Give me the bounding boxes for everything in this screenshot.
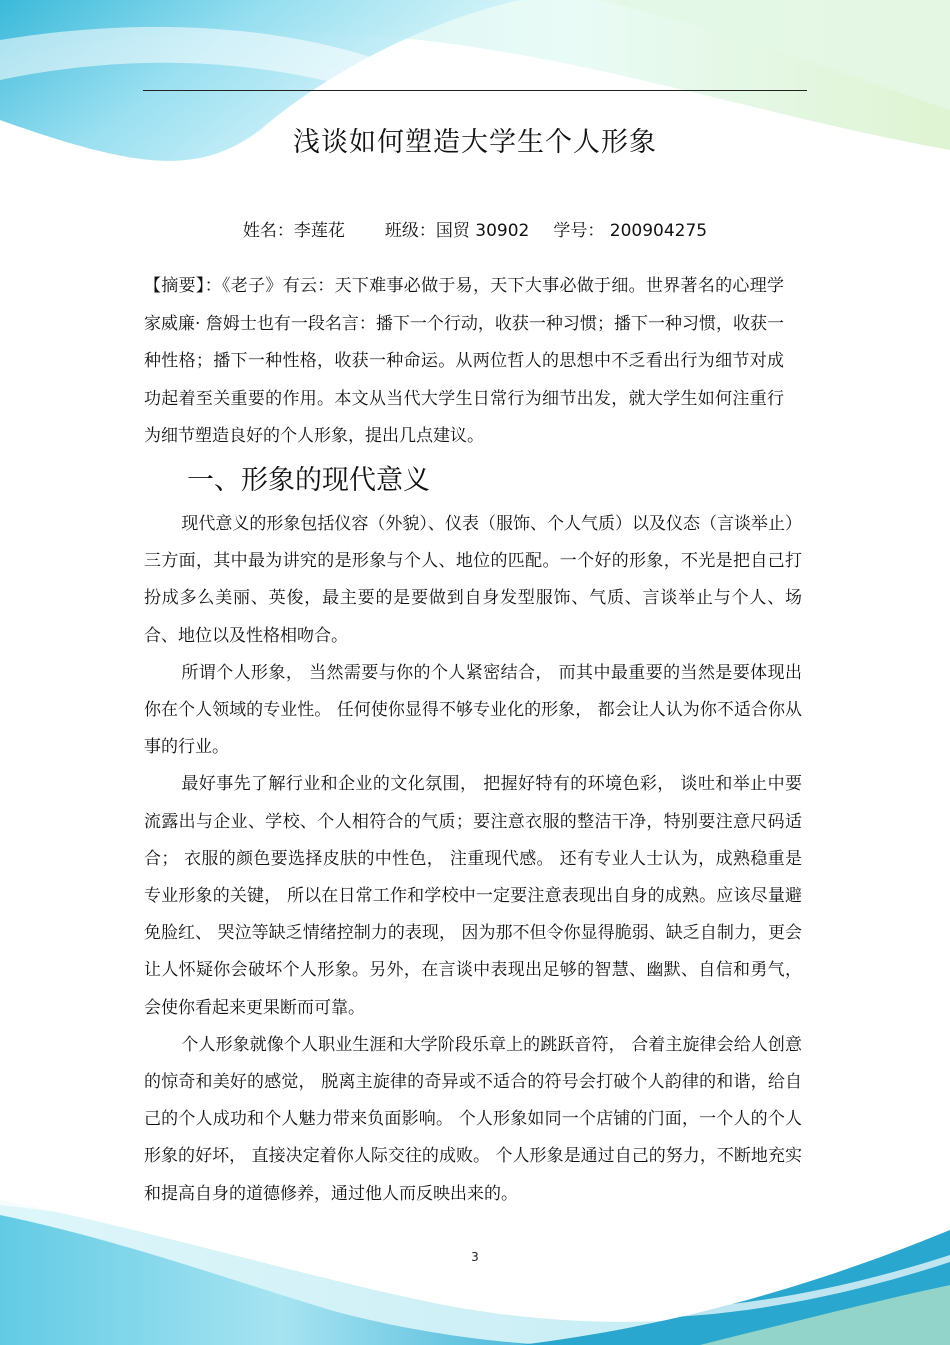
student-id: 学号： 200904275 <box>553 221 708 241</box>
paragraph: 最好事先了解行业和企业的文化氛围， 把握好特有的环境色彩， 谈吐和举止中要流露出与企业、学校、个人相符合的气质；要注意衣服的整洁干净，特别要注意尺码适合； 衣服的颜色要选择皮肤的中性色， 注重现代感。 还有专业人士认为，成熟稳重是专业形象的关键， 所以在日常工作和学校中一定要注意表现出自身的成熟。应该尽量避免脸红、 哭泣等缺乏情绪控制力的表现， 因为那不但令你显得脆弱、缺乏自制力，更会让人怀疑你会破坏个人形象。另外，在言谈中表现出足够的智慧、幽默、自信和勇气，会使你看起来更果断而可靠。 <box>144 774 802 1018</box>
abstract <box>144 268 784 456</box>
document-title: 浅谈如何塑造大学生个人形象 <box>293 127 657 158</box>
abstract-text: ：《老子》有云：天下难事必做于易，天下大事必做于细。世界著名的心理学家威廉· 詹姆士也有一段名言：播下一个行动，收获一种习惯；播下一种习惯，收获一种性格；播下一种性格，收获一种命运。从两位哲人的思想中不乏看出行为细节对成功起着至关重要的作用。本文从当代大学生日常行为细节出发，就大学生如何注重行为细节塑造良好的个人形象，提出几点建议。 <box>144 276 785 446</box>
section-heading: 一、形象的现代意义 <box>187 465 430 496</box>
header-rule <box>143 90 807 91</box>
abstract-label: 【摘要】 <box>144 276 205 296</box>
author-info-line <box>0 216 950 241</box>
page-number: 3 <box>471 1250 479 1264</box>
paragraph: 现代意义的形象包括仪容（外貌）、仪表（服饰、个人气质）以及仪态（言谈举止）三方面，其中最为讲究的是形象与个人、地位的匹配。一个好的形象，不光是把自己打扮成多么美丽、英俊，最主要的是要做到自身发型服饰、气质、言谈举止与个人、场合、地位以及性格相吻合。 <box>144 514 802 646</box>
author-class: 班级：国贸 30902 <box>384 221 530 241</box>
author-name: 姓名：李莲花 <box>242 221 345 241</box>
paragraph: 个人形象就像个人职业生涯和大学阶段乐章上的跳跃音符， 合着主旋律会给人创意的惊奇和美好的感觉， 脱离主旋律的奇异或不适合的符号会打破个人韵律的和谐，给自己的个人成功和个人魅力带来负面影响。 个人形象如同一个店铺的门面，一个人的个人形象的好坏， 直接决定着你人际交往的成败。 个人形象是通过自己的努力，不断地充实和提高自身的道德修养，通过他人而反映出来的。 <box>144 1034 802 1204</box>
section-body <box>144 506 802 1213</box>
paragraph: 所谓个人形象， 当然需要与你的个人紧密结合， 而其中最重要的当然是要体现出你在个人领域的专业性。 任何使你显得不够专业化的形象， 都会让人认为你不适合你从事的行业。 <box>144 662 802 758</box>
